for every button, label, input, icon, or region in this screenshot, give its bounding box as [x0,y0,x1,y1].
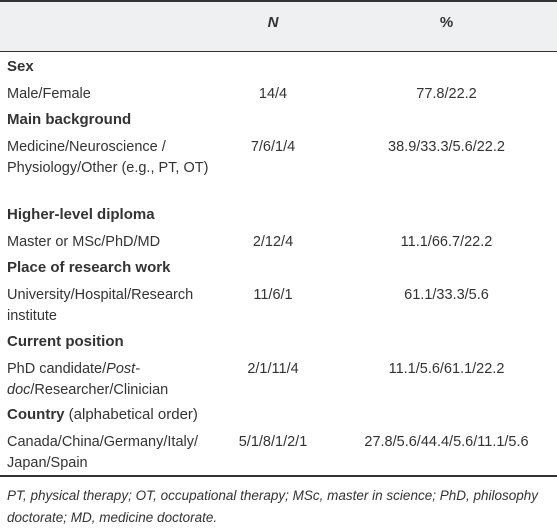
row-label-sex: Male/Female [7,86,91,102]
section-title-higher-level-diploma: Higher-level diploma [7,206,155,223]
row-pct-current-position: 11.1/5.6/61.1/22.2 [388,361,505,377]
row-label-place-of-research-work: University/Hospital/Research institute [7,287,194,324]
row-n-sex: 14/4 [258,86,288,102]
row-label-current-position: PhD candidate/Post-doc/Researcher/Clinician [7,361,169,398]
header-rule [0,51,557,52]
row-n-current-position: 2/1/11/4 [247,361,299,377]
row-label-main-background: Medicine/Neuroscience / Physiology/Other (e.g., PT, OT) [7,139,209,176]
row-label-country: Canada/China/Germany/Italy/ Japan/Spain [7,434,199,471]
bottom-rule [0,475,557,477]
row-n-higher-level-diploma: 2/12/4 [252,234,294,250]
section-title-current-position: Current position [7,333,124,350]
top-rule [0,0,557,2]
row-n-country: 5/1/8/1/2/1 [238,434,308,450]
row-label-higher-level-diploma: Master or MSc/PhD/MD [7,234,161,250]
section-title-sex: Sex [7,58,34,75]
section-title-country: Country (alphabetical order) [7,406,198,423]
row-pct-place-of-research-work: 61.1/33.3/5.6 [404,287,489,303]
row-pct-main-background: 38.9/33.3/5.6/22.2 [388,139,505,155]
row-pct-sex: 77.8/22.2 [416,86,477,102]
table-footnote: PT, physical therapy; OT, occupational therapy; MSc, master in science; PhD, philosophy doctorate; MD, medicine doctorate. [7,488,539,525]
section-title-place-of-research-work: Place of research work [7,259,171,276]
column-header-percent: % [439,14,454,31]
row-n-main-background: 7/6/1/4 [250,139,296,155]
row-pct-country: 27.8/5.6/44.4/5.6/11.1/5.6 [364,434,529,450]
column-header-n: N [267,14,279,31]
section-title-main-background: Main background [7,111,132,128]
row-n-place-of-research-work: 11/6/1 [253,287,293,303]
row-pct-higher-level-diploma: 11.1/66.7/22.2 [400,234,493,250]
